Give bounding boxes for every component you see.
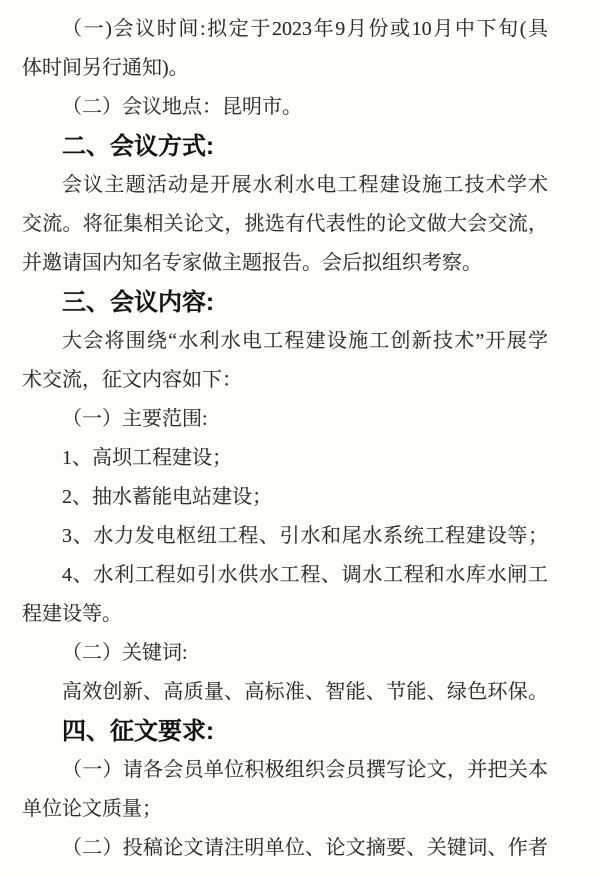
text-line: 1、高坝工程建设； (62, 447, 232, 469)
text-line: 会议主题活动是开展水利水电工程建设施工技术学术 (62, 174, 548, 196)
text-line: 单位论文质量； (22, 798, 162, 820)
text-line: 高效创新、高质量、高标准、智能、节能、绿色环保。 (62, 681, 548, 703)
text-line: 大会将围绕“水利水电工程建设施工创新技术”开展学 (62, 330, 548, 352)
section-heading: 二、会议方式: (62, 133, 214, 160)
text-line: （二）投稿论文请注明单位、论文摘要、关键词、作者 (62, 837, 548, 859)
section-heading: 三、会议内容: (62, 289, 214, 316)
text-line: 2、抽水蓄能电站建设； (62, 486, 272, 508)
text-line: （一）主要范围: (62, 408, 208, 430)
text-line: 3、水力发电枢纽工程、引水和尾水系统工程建设等； (62, 525, 548, 547)
text-line: （二）会议地点：昆明市。 (62, 96, 302, 118)
text-line: 交流。将征集相关论文，挑选有代表性的论文做大会交流， (22, 213, 548, 235)
section-heading: 四、征文要求: (62, 718, 214, 745)
text-line: （一)会议时间:拟定于2023年9月份或10月中下旬(具 (62, 18, 548, 40)
text-line: 体时间另行通知)。 (22, 57, 189, 79)
text-line: 4、水利工程如引水供水工程、调水工程和水库水闸工 (62, 564, 548, 586)
document-text (22, 10, 548, 868)
text-line: 并邀请国内知名专家做主题报告。会后拟组织考察。 (22, 252, 482, 274)
text-line: （一）请各会员单位积极组织会员撰写论文，并把关本 (62, 759, 548, 781)
text-line: 程建设等。 (22, 603, 122, 625)
text-line: 术交流，征文内容如下： (22, 369, 242, 391)
text-line: （二）关键词: (62, 642, 188, 664)
